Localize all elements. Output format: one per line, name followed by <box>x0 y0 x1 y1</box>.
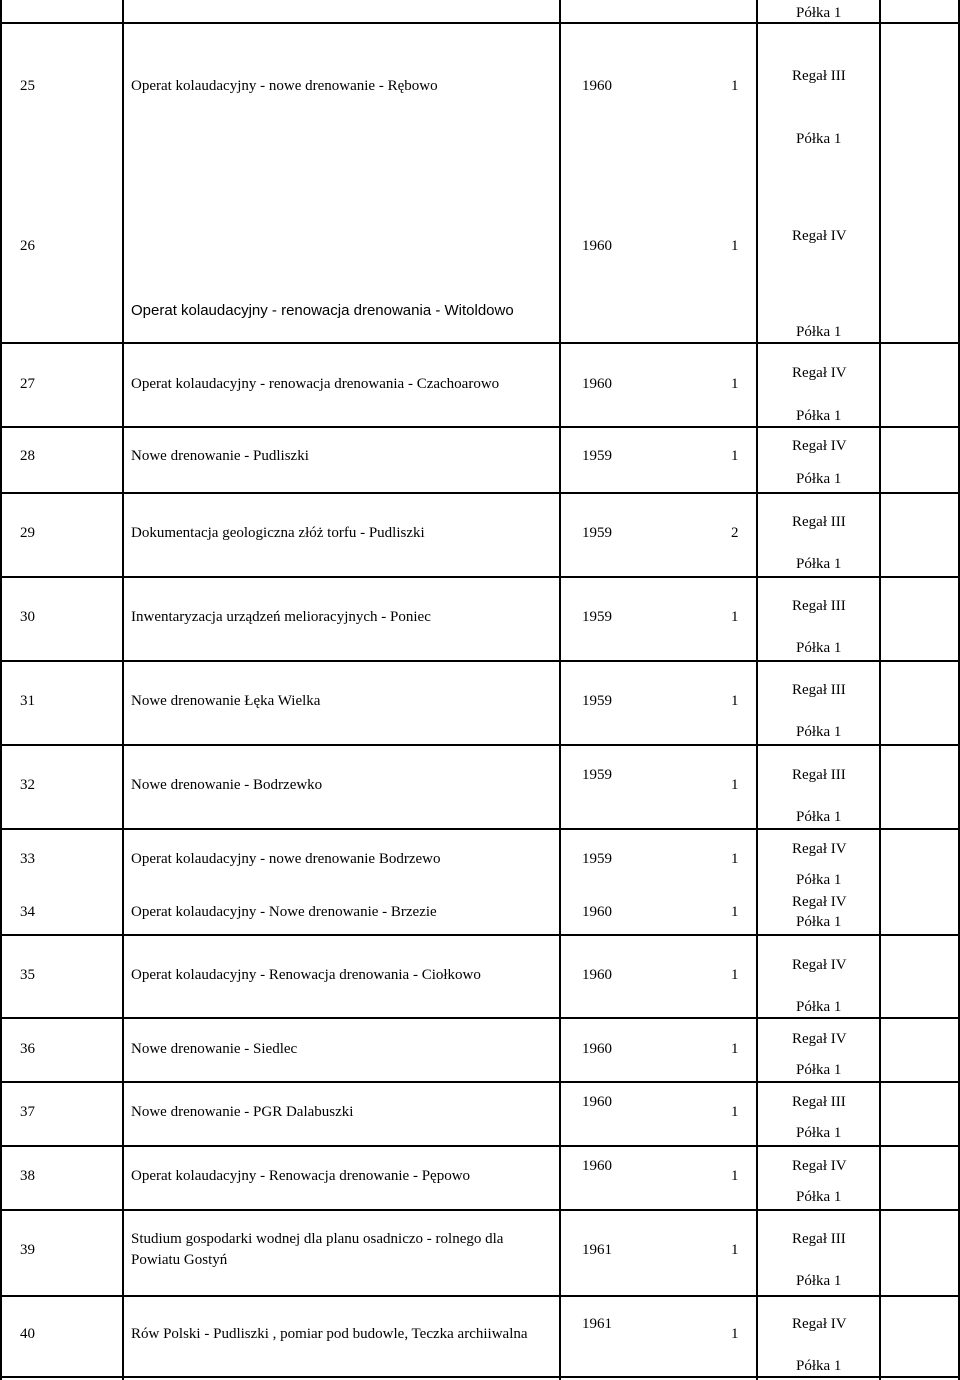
document-title: Nowe drenowanie - Siedlec <box>131 1041 298 1057</box>
quantity: 1 <box>731 376 739 392</box>
rack-label: Regał III <box>792 68 846 84</box>
year: 1960 <box>582 1094 612 1110</box>
shelf-label: Półka 1 <box>796 556 842 572</box>
row-number: 29 <box>20 525 35 541</box>
quantity: 1 <box>731 1168 739 1184</box>
year: 1960 <box>582 238 612 254</box>
document-title-continued: Powiatu Gostyń <box>131 1252 228 1268</box>
document-title: Operat kolaudacyjny - Renowacja drenowania - Ciołkowo <box>131 967 481 983</box>
rack-label: Regał IV <box>792 957 847 973</box>
column-divider <box>559 0 561 1380</box>
quantity: 1 <box>731 78 739 94</box>
shelf-label: Półka 1 <box>796 1273 842 1289</box>
row-divider <box>0 744 960 746</box>
row-number: 33 <box>20 851 35 867</box>
row-divider <box>0 828 960 830</box>
rack-label: Regał IV <box>792 365 847 381</box>
row-number: 34 <box>20 904 35 920</box>
shelf-label: Półka 1 <box>796 5 842 21</box>
shelf-label: Półka 1 <box>796 1125 842 1141</box>
quantity: 1 <box>731 1242 739 1258</box>
rack-label: Regał III <box>792 1231 846 1247</box>
rack-label: Regał IV <box>792 894 847 910</box>
quantity: 1 <box>731 609 739 625</box>
rack-label: Regał III <box>792 1094 846 1110</box>
row-divider <box>0 576 960 578</box>
row-number: 40 <box>20 1326 35 1342</box>
quantity: 1 <box>731 448 739 464</box>
rack-label: Regał IV <box>792 228 847 244</box>
row-number: 32 <box>20 777 35 793</box>
shelf-label: Półka 1 <box>796 1189 842 1205</box>
rack-label: Regał III <box>792 514 846 530</box>
shelf-label: Półka 1 <box>796 1358 842 1374</box>
shelf-label: Półka 1 <box>796 872 842 888</box>
quantity: 1 <box>731 238 739 254</box>
year: 1960 <box>582 78 612 94</box>
row-divider <box>0 1081 960 1083</box>
year: 1961 <box>582 1316 612 1332</box>
shelf-label: Półka 1 <box>796 408 842 424</box>
rack-label: Regał III <box>792 682 846 698</box>
document-title: Operat kolaudacyjny - nowe drenowanie - Rębowo <box>131 78 438 94</box>
rack-label: Regał III <box>792 767 846 783</box>
year: 1959 <box>582 693 612 709</box>
document-title: Operat kolaudacyjny - Renowacja drenowanie - Pępowo <box>131 1168 471 1184</box>
column-divider <box>879 0 881 1380</box>
quantity: 1 <box>731 1104 739 1120</box>
document-title: Inwentaryzacja urządzeń melioracyjnych - Poniec <box>131 609 431 625</box>
row-number: 27 <box>20 376 35 392</box>
shelf-label: Półka 1 <box>796 999 842 1015</box>
document-title: Operat kolaudacyjny - nowe drenowanie Bodrzewo <box>131 851 441 867</box>
shelf-label: Półka 1 <box>796 914 842 930</box>
year: 1959 <box>582 767 612 783</box>
document-title: Nowe drenowanie - Pudliszki <box>131 448 309 464</box>
row-number: 28 <box>20 448 35 464</box>
year: 1960 <box>582 1158 612 1174</box>
shelf-label: Półka 1 <box>796 471 842 487</box>
row-number: 37 <box>20 1104 35 1120</box>
row-divider <box>0 1295 960 1297</box>
rack-label: Regał III <box>792 598 846 614</box>
row-divider <box>0 1145 960 1147</box>
document-title: Rów Polski - Pudliszki , pomiar pod budowle, Teczka archiiwalna <box>131 1326 528 1342</box>
table-border-bottom <box>0 1376 960 1378</box>
quantity: 1 <box>731 777 739 793</box>
quantity: 1 <box>731 851 739 867</box>
shelf-label: Półka 1 <box>796 1062 842 1078</box>
rack-label: Regał IV <box>792 841 847 857</box>
row-divider <box>0 492 960 494</box>
shelf-label: Półka 1 <box>796 809 842 825</box>
year: 1960 <box>582 904 612 920</box>
row-divider <box>0 660 960 662</box>
row-number: 35 <box>20 967 35 983</box>
quantity: 1 <box>731 967 739 983</box>
row-divider <box>0 342 960 344</box>
document-title: Operat kolaudacyjny - renowacja drenowania - Witoldowo <box>131 302 514 319</box>
document-title: Operat kolaudacyjny - renowacja drenowania - Czachoarowo <box>131 376 500 392</box>
column-divider <box>756 0 758 1380</box>
row-number: 36 <box>20 1041 35 1057</box>
year: 1959 <box>582 448 612 464</box>
row-divider <box>0 1017 960 1019</box>
row-divider <box>0 426 960 428</box>
row-divider <box>0 1209 960 1211</box>
year: 1960 <box>582 967 612 983</box>
row-number: 39 <box>20 1242 35 1258</box>
document-title: Operat kolaudacyjny - Nowe drenowanie - Brzezie <box>131 904 437 920</box>
quantity: 1 <box>731 1326 739 1342</box>
shelf-label: Półka 1 <box>796 640 842 656</box>
row-number: 26 <box>20 238 35 254</box>
year: 1959 <box>582 851 612 867</box>
rack-label: Regał IV <box>792 1316 847 1332</box>
quantity: 1 <box>731 904 739 920</box>
year: 1959 <box>582 525 612 541</box>
document-title: Studium gospodarki wodnej dla planu osadniczo - rolnego dla <box>131 1231 504 1247</box>
year: 1960 <box>582 376 612 392</box>
document-title: Nowe drenowanie Łęka Wielka <box>131 693 321 709</box>
row-number: 25 <box>20 78 35 94</box>
rack-label: Regał IV <box>792 1158 847 1174</box>
quantity: 1 <box>731 1041 739 1057</box>
year: 1960 <box>582 1041 612 1057</box>
quantity: 2 <box>731 525 739 541</box>
shelf-label: Półka 1 <box>796 131 842 147</box>
row-number: 31 <box>20 693 35 709</box>
column-divider <box>122 0 124 1380</box>
row-divider <box>0 934 960 936</box>
table-border-left <box>0 0 2 1380</box>
document-title: Dokumentacja geologiczna złóż torfu - Pudliszki <box>131 525 425 541</box>
year: 1961 <box>582 1242 612 1258</box>
shelf-label: Półka 1 <box>796 324 842 340</box>
year: 1959 <box>582 609 612 625</box>
row-divider <box>0 22 960 24</box>
document-title: Nowe drenowanie - PGR Dalabuszki <box>131 1104 354 1120</box>
row-number: 38 <box>20 1168 35 1184</box>
quantity: 1 <box>731 693 739 709</box>
rack-label: Regał IV <box>792 1031 847 1047</box>
shelf-label: Półka 1 <box>796 724 842 740</box>
document-title: Nowe drenowanie - Bodrzewko <box>131 777 323 793</box>
row-number: 30 <box>20 609 35 625</box>
rack-label: Regał IV <box>792 438 847 454</box>
